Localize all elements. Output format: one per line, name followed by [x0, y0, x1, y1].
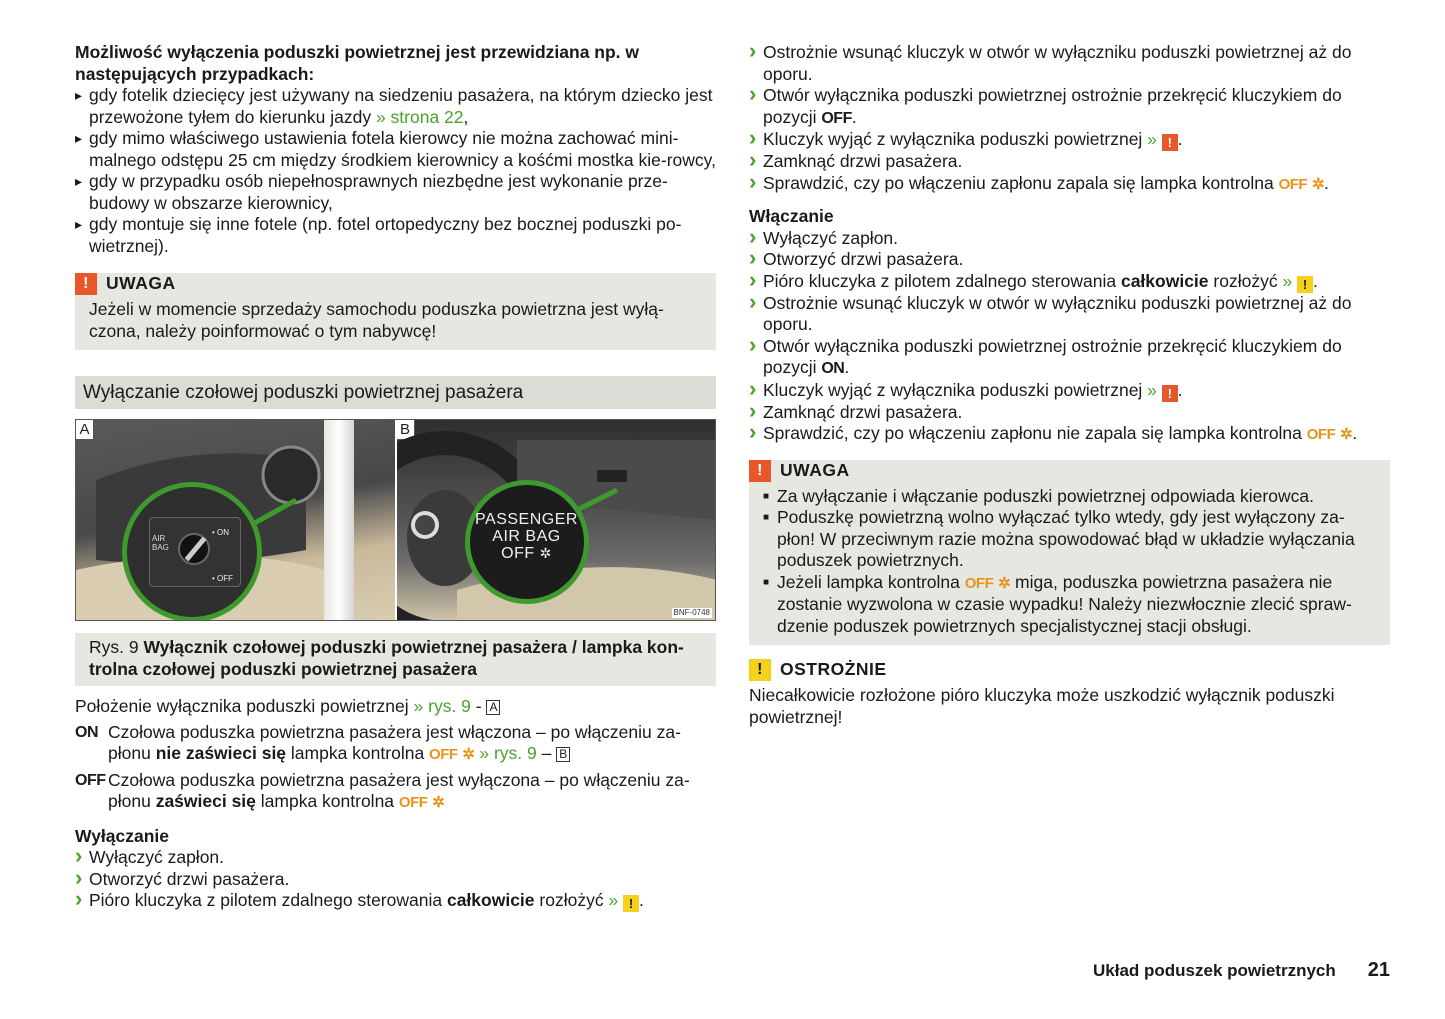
- key-a-label: A: [486, 700, 500, 715]
- airbag-person-icon: ✲: [539, 545, 552, 561]
- caption-title: Wyłącznik czołowej poduszki powietrznej pasażera / lampka kon-trolna czołowej poduszki powietrznej pasażera: [89, 637, 684, 679]
- figure-caption: [75, 633, 716, 686]
- caution-link[interactable]: »: [1282, 270, 1293, 291]
- switch-off-label: • OFF: [212, 574, 234, 583]
- exclamation-warning-icon: !: [1162, 385, 1178, 402]
- airbag-person-icon: ✲: [462, 746, 475, 763]
- off-label: OFF: [75, 771, 106, 789]
- step-item: › Ostrożnie wsunąć kluczyk w otwór w wyłączniku poduszki powietrznej aż do oporu.: [749, 42, 1390, 85]
- disable-heading: Wyłączanie: [75, 825, 170, 846]
- off-lamp-label: OFF: [1278, 175, 1308, 193]
- section-title: Wyłączanie czołowej poduszki powietrznej pasażera: [75, 376, 716, 409]
- bullet-item: ▸ gdy w przypadku osób niepełnosprawnych niezbędne jest wykonanie prze-budowy w obszarze kierownicy,: [75, 171, 716, 214]
- uwaga-text: Jeżeli w momencie sprzedaży samochodu poduszka powietrzna jest wyłą-czona, należy poinformować o tym nabywcę!: [89, 299, 664, 341]
- step-item: › Otworzyć drzwi pasażera.: [75, 869, 716, 891]
- bullet-item: ▸ gdy fotelik dziecięcy jest używany na siedzeniu pasażera, na którym dziecko jest przewożone tyłem do kierunku jazdy » strona 22,: [75, 85, 716, 128]
- figure-label-b: B: [397, 420, 415, 440]
- left-column: [75, 42, 716, 912]
- door-frame: [324, 420, 354, 620]
- figure-label-a: A: [76, 420, 94, 440]
- airbag-person-icon: ✲: [1340, 426, 1353, 443]
- step-item: › Otwór wyłącznika poduszki powietrznej ostrożnie przekręcić kluczykiem do pozycji ON.: [749, 336, 1390, 380]
- off-lamp-label: OFF: [429, 746, 458, 763]
- bullet-item: ▸ gdy montuje się inne fotele (np. fotel ortopedyczny bez bocznej poduszki po-wietrznej).: [75, 214, 716, 257]
- uwaga-item: ■ Poduszkę powietrzną wolno wyłączać tylko wtedy, gdy jest wyłączony za-płon! W przeciwnym razie można spowodować błąd w układzie wyłączania poduszek powietrznych.: [763, 507, 1376, 572]
- uwaga-item: ■ Za wyłączanie i włączanie poduszki powietrznej odpowiada kierowca.: [763, 486, 1376, 508]
- uwaga-title: UWAGA: [780, 459, 850, 480]
- step-item: › Zamknąć drzwi pasażera.: [749, 402, 1390, 424]
- off-row: OFF Czołowa poduszka powietrzna pasażera jest wyłączona – po włączeniu za-płonu zaświeci się lampka kontrolna OFF ✲: [75, 770, 716, 814]
- ostroznie-text: Niecałkowicie rozłożone pióro kluczyka może uszkodzić wyłącznik poduszki powietrznej!: [749, 685, 1335, 727]
- figure-airbag-switch: [75, 419, 716, 621]
- airbag-person-icon: ✲: [1311, 175, 1325, 193]
- step-item: › Otworzyć drzwi pasażera.: [749, 249, 1390, 271]
- off-position-label: OFF: [821, 109, 852, 127]
- lamp-line-1: PASSENGER: [475, 511, 578, 528]
- switch-zoom-circle: [122, 482, 262, 620]
- step-item: › Pióro kluczyka z pilotem zdalnego sterowania całkowicie rozłożyć » ! .: [749, 271, 1390, 293]
- off-lamp-label: OFF: [398, 794, 428, 811]
- bullet-item: ▸ gdy mimo właściwego ustawienia fotela kierowcy nie można zachować mini-malnego odstępu 25 cm między środkiem kierownicy a kośćmi mostka kie-rowcy,: [75, 128, 716, 171]
- off-lamp-label: OFF: [964, 574, 994, 592]
- airbag-switch-label: AIR BAG: [152, 534, 169, 552]
- figure-panel-b: [397, 420, 716, 620]
- warning-link[interactable]: »: [1147, 379, 1157, 400]
- caution-link[interactable]: »: [608, 890, 619, 910]
- figure-link[interactable]: » rys. 9: [479, 743, 537, 763]
- figure-panel-a: [76, 420, 397, 620]
- uwaga-item: ■ Jeżeli lampka kontrolna OFF ✲ miga, poduszka powietrzna pasażera nie zostanie wyzwolona w czasie wypadku! Należy niezwłocznie zlecić spraw-dzenie poduszek powietrznych specjalistycznej stacji obsługi.: [763, 572, 1376, 638]
- step-item: › Otwór wyłącznika poduszki powietrznej ostrożnie przekręcić kluczykiem do pozycji OFF.: [749, 85, 1390, 129]
- page-link[interactable]: » strona 22: [375, 106, 464, 127]
- exclamation-warning-icon: !: [749, 460, 771, 482]
- airbag-person-icon: ✲: [432, 794, 445, 811]
- step-item: › Wyłączyć zapłon.: [75, 847, 716, 869]
- lamp-line-3: OFF: [501, 545, 535, 562]
- key-slot: [178, 533, 210, 565]
- right-column: [749, 42, 1390, 728]
- step-item: › Sprawdzić, czy po włączeniu zapłonu zapala się lampka kontrolna OFF ✲.: [749, 173, 1390, 196]
- step-item: › Wyłączyć zapłon.: [749, 228, 1390, 250]
- exclamation-caution-icon: !: [1297, 276, 1313, 293]
- exclamation-warning-icon: !: [75, 273, 97, 295]
- step-item: › Kluczyk wyjąć z wyłącznika poduszki powietrznej » ! .: [749, 129, 1390, 151]
- step-item: › Kluczyk wyjąć z wyłącznika poduszki powietrznej » ! .: [749, 380, 1390, 402]
- lamp-line-2: AIR BAG: [492, 528, 561, 545]
- on-row: ON Czołowa poduszka powietrzna pasażera jest włączona – po włączeniu za-płonu nie zaświeci się lampka kontrolna OFF ✲ » rys. 9 – B: [75, 722, 716, 766]
- page-footer: [1093, 960, 1390, 982]
- ostroznie-box: [749, 659, 1390, 728]
- airbag-switch: [149, 517, 241, 587]
- position-line: Położenie wyłącznika poduszki powietrznej » rys. 9 - A: [75, 696, 716, 718]
- passenger-airbag-lamp: [470, 511, 584, 562]
- lamp-zoom-circle: [465, 480, 589, 604]
- intro-heading: Możliwość wyłączenia poduszki powietrznej jest przewidziana np. w następujących przypadkach:: [75, 42, 639, 84]
- off-lamp-label: OFF: [1306, 426, 1336, 443]
- on-label: ON: [75, 723, 98, 741]
- step-item: › Pióro kluczyka z pilotem zdalnego sterowania całkowicie rozłożyć » ! .: [75, 890, 716, 912]
- step-item: › Zamknąć drzwi pasażera.: [749, 151, 1390, 173]
- uwaga-title: UWAGA: [106, 273, 176, 294]
- key-b-label: B: [556, 747, 570, 762]
- uwaga-box: [749, 460, 1390, 646]
- enable-heading: Włączanie: [749, 206, 834, 226]
- ostroznie-title: OSTROŻNIE: [780, 659, 887, 680]
- page-number: 21: [1367, 959, 1390, 981]
- switch-on-label: • ON: [212, 528, 230, 537]
- figure-code: BNF-0748: [673, 608, 710, 617]
- step-item: › Ostrożnie wsunąć kluczyk w otwór w wyłączniku poduszki powietrznej aż do oporu.: [749, 293, 1390, 336]
- warning-link[interactable]: »: [1147, 129, 1157, 149]
- exclamation-caution-icon: !: [623, 895, 639, 912]
- caption-prefix: Rys. 9: [89, 637, 144, 657]
- footer-section: Układ poduszek powietrznych: [1092, 961, 1336, 980]
- uwaga-box: [75, 273, 716, 350]
- figure-link[interactable]: » rys. 9: [413, 696, 471, 716]
- exclamation-caution-icon: !: [749, 659, 771, 681]
- airbag-person-icon: ✲: [998, 574, 1011, 592]
- step-item: › Sprawdzić, czy po włączeniu zapłonu nie zapala się lampka kontrolna OFF ✲.: [749, 423, 1390, 446]
- exclamation-warning-icon: !: [1162, 134, 1178, 151]
- on-position-label: ON: [821, 360, 845, 377]
